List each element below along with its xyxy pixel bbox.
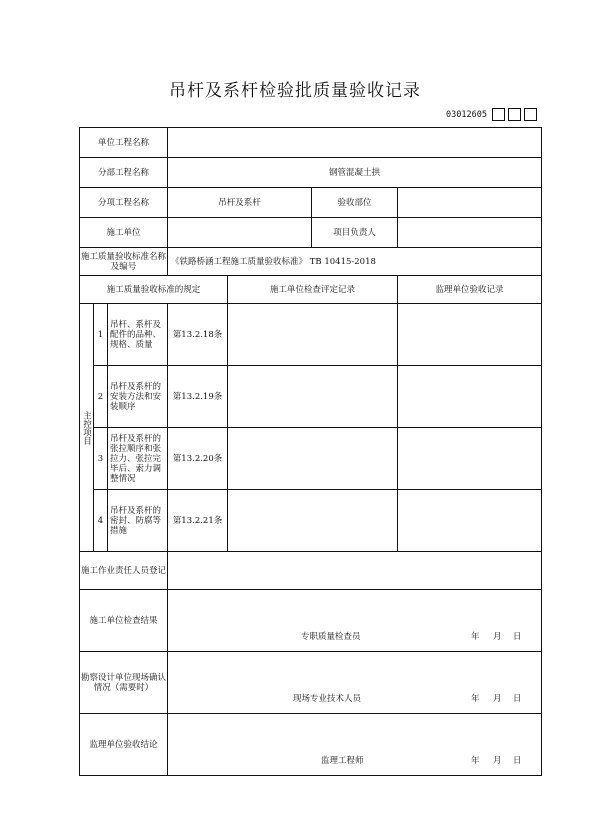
design-signer: 现场专业技术人员 [293, 694, 362, 704]
year-label: 年 [471, 694, 480, 704]
item-no: 1 [94, 304, 108, 366]
supervision-cell[interactable] [168, 714, 542, 776]
item-construction-record[interactable] [228, 366, 398, 428]
item-supervision-record[interactable] [398, 366, 542, 428]
supervision-label: 监理单位验收结论 [80, 714, 168, 776]
item-desc: 吊杆及系杆的张拉顺序和张拉力、张拉完毕后、索力调整情况 [108, 428, 168, 490]
item-clause: 第13.2.21条 [168, 490, 228, 552]
form-code: 03012605 [446, 110, 487, 120]
header-supervision-check: 监理单位验收记录 [398, 276, 542, 304]
year-label: 年 [471, 756, 480, 766]
personnel-value[interactable] [168, 552, 542, 590]
month-label: 月 [493, 694, 502, 704]
code-box-3[interactable] [524, 108, 537, 121]
month-label: 月 [493, 632, 502, 642]
construction-unit-label: 施工单位 [80, 218, 168, 248]
item-no: 2 [94, 366, 108, 428]
day-label: 日 [513, 632, 522, 642]
project-manager-label: 项目负责人 [312, 218, 398, 248]
month-label: 月 [493, 756, 502, 766]
acceptance-part-label: 验收部位 [312, 188, 398, 218]
item-desc: 吊杆及系杆的安装方法和安装顺序 [108, 366, 168, 428]
construction-result-cell[interactable] [168, 590, 542, 652]
main-control-label: 主控项目 [80, 304, 94, 552]
construction-result-label: 施工单位检查结果 [80, 590, 168, 652]
header-construction-check: 施工单位检查评定记录 [228, 276, 398, 304]
code-box-2[interactable] [508, 108, 521, 121]
design-label: 勘察设计单位现场确认情况（需要时） [80, 652, 168, 714]
construction-unit-value[interactable] [168, 218, 312, 248]
header-standard-rule: 施工质量验收标准的规定 [80, 276, 228, 304]
year-label: 年 [471, 632, 480, 642]
item-clause: 第13.2.20条 [168, 428, 228, 490]
inspection-form-table [79, 127, 542, 776]
standard-label: 施工质量验收标准名称及编号 [80, 248, 168, 276]
item-construction-record[interactable] [228, 428, 398, 490]
acceptance-part-value[interactable] [398, 188, 542, 218]
construction-result-signer: 专职质量检查员 [301, 632, 361, 642]
item-desc: 吊杆及系杆的密封、防腐等措施 [108, 490, 168, 552]
supervision-signer: 监理工程师 [321, 756, 364, 766]
unit-project-value[interactable] [168, 128, 542, 158]
sub-project-label: 分部工程名称 [80, 158, 168, 188]
item-supervision-record[interactable] [398, 490, 542, 552]
project-manager-value[interactable] [398, 218, 542, 248]
item-project-value[interactable]: 吊杆及系杆 [168, 188, 312, 218]
unit-project-label: 单位工程名称 [80, 128, 168, 158]
item-construction-record[interactable] [228, 490, 398, 552]
design-cell[interactable] [168, 652, 542, 714]
item-desc: 吊杆、系杆及配件的品种、规格、质量 [108, 304, 168, 366]
item-supervision-record[interactable] [398, 428, 542, 490]
item-supervision-record[interactable] [398, 304, 542, 366]
item-clause: 第13.2.19条 [168, 366, 228, 428]
code-box-1[interactable] [492, 108, 505, 121]
standard-value: 《铁路桥涵工程施工质量验收标准》 TB 10415-2018 [168, 248, 542, 276]
item-clause: 第13.2.18条 [168, 304, 228, 366]
item-project-label: 分项工程名称 [80, 188, 168, 218]
day-label: 日 [513, 756, 522, 766]
item-no: 3 [94, 428, 108, 490]
page-title: 吊杆及系杆检验批质量验收记录 [169, 81, 421, 101]
item-construction-record[interactable] [228, 304, 398, 366]
personnel-label: 施工作业责任人员登记 [80, 552, 168, 590]
sub-project-value[interactable]: 钢管混凝土拱 [168, 158, 542, 188]
day-label: 日 [513, 694, 522, 704]
item-no: 4 [94, 490, 108, 552]
